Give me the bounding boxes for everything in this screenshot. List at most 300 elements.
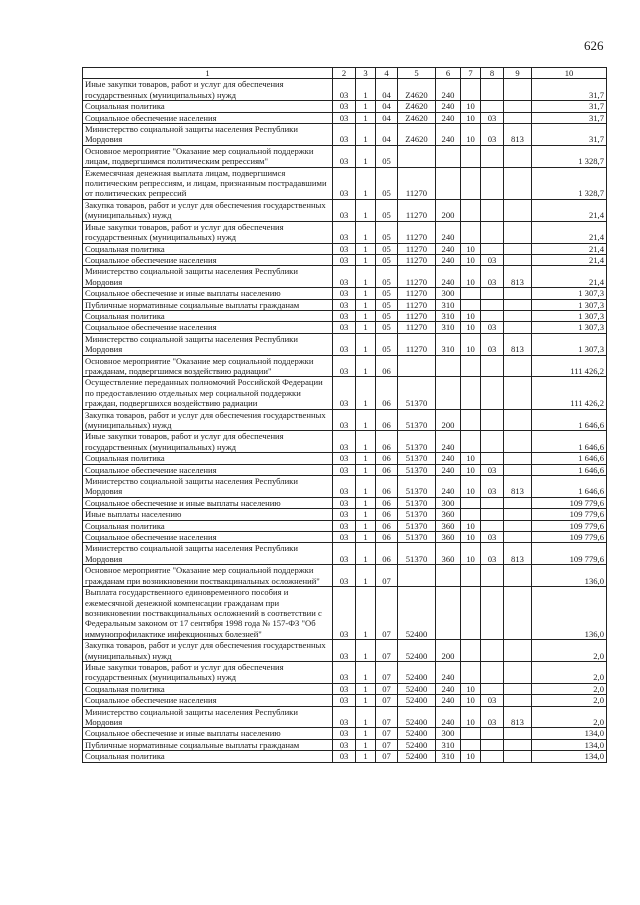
code-1-cell: 03: [333, 520, 356, 531]
amount-cell: 111 426,2: [532, 377, 607, 409]
item-name-cell: Социальное обеспечение и иные выплаты населению: [83, 497, 333, 508]
code-3-cell: 05: [376, 221, 398, 243]
amount-cell: 1 646,6: [532, 431, 607, 453]
code-section-cell: 10: [461, 464, 481, 475]
item-name-cell: Закупка товаров, работ и услуг для обеспечения государственных (муниципальных) нужд: [83, 199, 333, 221]
code-2-cell: 1: [356, 532, 376, 543]
amount-cell: 2,0: [532, 695, 607, 706]
table-row: [83, 695, 607, 706]
code-section-cell: [461, 167, 481, 199]
code-2-cell: 1: [356, 79, 376, 101]
table-row: [83, 266, 607, 288]
code-2-cell: 1: [356, 124, 376, 146]
amount-cell: 31,7: [532, 101, 607, 112]
code-target-cell: Z4620: [398, 79, 436, 101]
code-1-cell: 03: [333, 640, 356, 662]
table-row: [83, 728, 607, 739]
code-expense-type-cell: 310: [436, 322, 461, 333]
amount-cell: 111 426,2: [532, 355, 607, 377]
amount-cell: 134,0: [532, 751, 607, 762]
code-1-cell: 03: [333, 254, 356, 265]
code-subsection-cell: 03: [481, 322, 504, 333]
code-2-cell: 1: [356, 476, 376, 498]
code-subsection-cell: [481, 299, 504, 310]
code-target-cell: 11270: [398, 243, 436, 254]
item-name-cell: Основное мероприятие "Оказание мер социальной поддержки лицам, подвергшимся политическим репрессиям": [83, 145, 333, 167]
item-name-cell: Социальная политика: [83, 683, 333, 694]
item-name-cell: Социальное обеспечение населения: [83, 532, 333, 543]
amount-cell: 136,0: [532, 565, 607, 587]
item-name-cell: Социальное обеспечение населения: [83, 695, 333, 706]
code-2-cell: 1: [356, 112, 376, 123]
code-3-cell: 04: [376, 112, 398, 123]
code-section-cell: [461, 221, 481, 243]
table-row: [83, 431, 607, 453]
code-target-cell: 52400: [398, 587, 436, 640]
code-section-cell: 10: [461, 310, 481, 321]
code-subsection-cell: [481, 145, 504, 167]
code-target-cell: [398, 565, 436, 587]
code-1-cell: 03: [333, 288, 356, 299]
code-subsection-cell: [481, 565, 504, 587]
table-row: [83, 145, 607, 167]
code-expense-type-cell: 240: [436, 112, 461, 123]
code-subsection-cell: [481, 221, 504, 243]
amount-cell: 21,4: [532, 266, 607, 288]
code-expense-type-cell: 240: [436, 661, 461, 683]
code-expense-type-cell: [436, 355, 461, 377]
amount-cell: 109 779,6: [532, 532, 607, 543]
code-section-cell: [461, 299, 481, 310]
code-1-cell: 03: [333, 509, 356, 520]
code-subsection-cell: 03: [481, 112, 504, 123]
item-name-cell: Публичные нормативные социальные выплаты гражданам: [83, 739, 333, 750]
page-number: 626: [584, 38, 604, 53]
item-name-cell: Министерство социальной защиты населения Республики Мордовия: [83, 266, 333, 288]
table-row: [83, 299, 607, 310]
code-2-cell: 1: [356, 167, 376, 199]
code-2-cell: 1: [356, 266, 376, 288]
amount-cell: 21,4: [532, 199, 607, 221]
code-target-cell: Z4620: [398, 124, 436, 146]
code-ministry-cell: [504, 101, 532, 112]
item-name-cell: Публичные нормативные социальные выплаты гражданам: [83, 299, 333, 310]
table-row: [83, 543, 607, 565]
code-1-cell: 03: [333, 112, 356, 123]
item-name-cell: Социальная политика: [83, 101, 333, 112]
code-section-cell: [461, 640, 481, 662]
code-3-cell: 07: [376, 640, 398, 662]
amount-cell: 1 646,6: [532, 409, 607, 431]
code-target-cell: 51370: [398, 431, 436, 453]
item-name-cell: Социальная политика: [83, 310, 333, 321]
amount-cell: 1 307,3: [532, 333, 607, 355]
code-target-cell: 11270: [398, 322, 436, 333]
code-expense-type-cell: 200: [436, 409, 461, 431]
table-row: [83, 683, 607, 694]
code-2-cell: 1: [356, 695, 376, 706]
item-name-cell: Социальное обеспечение населения: [83, 254, 333, 265]
amount-cell: 31,7: [532, 112, 607, 123]
code-3-cell: 06: [376, 476, 398, 498]
table-body: [83, 79, 607, 762]
table-row: [83, 661, 607, 683]
code-ministry-cell: [504, 167, 532, 199]
code-expense-type-cell: [436, 167, 461, 199]
code-1-cell: 03: [333, 355, 356, 377]
code-3-cell: 06: [376, 409, 398, 431]
code-ministry-cell: [504, 355, 532, 377]
code-expense-type-cell: 300: [436, 497, 461, 508]
code-2-cell: 1: [356, 520, 376, 531]
code-3-cell: 07: [376, 695, 398, 706]
code-2-cell: 1: [356, 199, 376, 221]
code-3-cell: 07: [376, 683, 398, 694]
code-1-cell: 03: [333, 322, 356, 333]
code-target-cell: 11270: [398, 167, 436, 199]
code-expense-type-cell: 240: [436, 706, 461, 728]
code-target-cell: 51370: [398, 464, 436, 475]
amount-cell: 136,0: [532, 587, 607, 640]
item-name-cell: Социальная политика: [83, 243, 333, 254]
table-row: [83, 464, 607, 475]
table-row: [83, 640, 607, 662]
code-1-cell: 03: [333, 497, 356, 508]
code-subsection-cell: 03: [481, 706, 504, 728]
code-ministry-cell: [504, 739, 532, 750]
code-section-cell: [461, 79, 481, 101]
code-2-cell: 1: [356, 221, 376, 243]
item-name-cell: Иные закупки товаров, работ и услуг для обеспечения государственных (муниципальных) нужд: [83, 661, 333, 683]
code-2-cell: 1: [356, 333, 376, 355]
code-subsection-cell: [481, 310, 504, 321]
code-1-cell: 03: [333, 199, 356, 221]
table-row: [83, 112, 607, 123]
code-section-cell: 10: [461, 695, 481, 706]
code-subsection-cell: [481, 199, 504, 221]
amount-cell: 109 779,6: [532, 543, 607, 565]
item-name-cell: Иные закупки товаров, работ и услуг для обеспечения государственных (муниципальных) нужд: [83, 221, 333, 243]
code-2-cell: 1: [356, 640, 376, 662]
table-row: [83, 101, 607, 112]
item-name-cell: Иные выплаты населению: [83, 509, 333, 520]
amount-cell: 1 646,6: [532, 453, 607, 464]
table-row: [83, 497, 607, 508]
code-target-cell: Z4620: [398, 112, 436, 123]
code-1-cell: 03: [333, 661, 356, 683]
code-subsection-cell: [481, 587, 504, 640]
code-subsection-cell: [481, 683, 504, 694]
code-ministry-cell: [504, 199, 532, 221]
code-subsection-cell: [481, 751, 504, 762]
code-expense-type-cell: 240: [436, 243, 461, 254]
code-section-cell: [461, 739, 481, 750]
code-3-cell: 06: [376, 520, 398, 531]
code-target-cell: 51370: [398, 377, 436, 409]
code-subsection-cell: [481, 355, 504, 377]
code-3-cell: 06: [376, 543, 398, 565]
amount-cell: 1 328,7: [532, 167, 607, 199]
code-3-cell: 07: [376, 728, 398, 739]
item-name-cell: Осуществление переданных полномочий Российской Федерации по предоставлению отдельных мер социальной поддержки граждан, подвергшихся воздействию радиации: [83, 377, 333, 409]
item-name-cell: Социальное обеспечение населения: [83, 322, 333, 333]
code-3-cell: 05: [376, 333, 398, 355]
code-section-cell: 10: [461, 333, 481, 355]
code-section-cell: [461, 355, 481, 377]
code-1-cell: 03: [333, 728, 356, 739]
code-expense-type-cell: 240: [436, 254, 461, 265]
code-target-cell: 11270: [398, 310, 436, 321]
code-subsection-cell: [481, 739, 504, 750]
code-3-cell: 04: [376, 79, 398, 101]
code-1-cell: 03: [333, 101, 356, 112]
code-1-cell: 03: [333, 453, 356, 464]
table-row: [83, 751, 607, 762]
table-row: [83, 221, 607, 243]
code-subsection-cell: 03: [481, 695, 504, 706]
code-target-cell: 11270: [398, 333, 436, 355]
column-header-4: 4: [376, 68, 398, 79]
code-expense-type-cell: 240: [436, 221, 461, 243]
table-row: [83, 288, 607, 299]
code-target-cell: 52400: [398, 683, 436, 694]
code-section-cell: 10: [461, 683, 481, 694]
code-target-cell: 52400: [398, 640, 436, 662]
code-1-cell: 03: [333, 377, 356, 409]
code-2-cell: 1: [356, 145, 376, 167]
table-row: [83, 79, 607, 101]
code-subsection-cell: 03: [481, 266, 504, 288]
column-header-7: 7: [461, 68, 481, 79]
table-row: [83, 409, 607, 431]
code-2-cell: 1: [356, 587, 376, 640]
code-expense-type-cell: 360: [436, 509, 461, 520]
code-target-cell: 51370: [398, 453, 436, 464]
table-row: [83, 322, 607, 333]
code-3-cell: 06: [376, 532, 398, 543]
code-3-cell: 07: [376, 661, 398, 683]
code-expense-type-cell: 240: [436, 431, 461, 453]
code-ministry-cell: [504, 221, 532, 243]
code-section-cell: [461, 497, 481, 508]
code-subsection-cell: [481, 661, 504, 683]
code-3-cell: 05: [376, 288, 398, 299]
code-expense-type-cell: 240: [436, 476, 461, 498]
table-row: [83, 706, 607, 728]
amount-cell: 2,0: [532, 661, 607, 683]
amount-cell: 109 779,6: [532, 520, 607, 531]
code-3-cell: 05: [376, 266, 398, 288]
table-row: [83, 310, 607, 321]
item-name-cell: Социальное обеспечение и иные выплаты населению: [83, 288, 333, 299]
code-3-cell: 05: [376, 254, 398, 265]
code-3-cell: 05: [376, 299, 398, 310]
code-section-cell: 10: [461, 520, 481, 531]
code-expense-type-cell: 240: [436, 695, 461, 706]
code-3-cell: 06: [376, 453, 398, 464]
code-target-cell: 52400: [398, 661, 436, 683]
code-ministry-cell: [504, 683, 532, 694]
code-section-cell: [461, 587, 481, 640]
code-target-cell: 51370: [398, 409, 436, 431]
code-ministry-cell: 813: [504, 476, 532, 498]
code-3-cell: 05: [376, 310, 398, 321]
code-2-cell: 1: [356, 288, 376, 299]
code-3-cell: 06: [376, 497, 398, 508]
amount-cell: 1 307,3: [532, 299, 607, 310]
table-row: [83, 243, 607, 254]
table-row: [83, 520, 607, 531]
code-3-cell: 06: [376, 509, 398, 520]
code-ministry-cell: [504, 751, 532, 762]
code-ministry-cell: [504, 565, 532, 587]
code-3-cell: 07: [376, 587, 398, 640]
column-header-5: 5: [398, 68, 436, 79]
code-3-cell: 05: [376, 243, 398, 254]
code-ministry-cell: [504, 288, 532, 299]
code-section-cell: 10: [461, 476, 481, 498]
code-target-cell: 11270: [398, 299, 436, 310]
code-ministry-cell: [504, 509, 532, 520]
code-subsection-cell: 03: [481, 124, 504, 146]
code-ministry-cell: [504, 299, 532, 310]
code-1-cell: 03: [333, 167, 356, 199]
code-expense-type-cell: [436, 377, 461, 409]
code-section-cell: [461, 288, 481, 299]
item-name-cell: Министерство социальной защиты населения Республики Мордовия: [83, 543, 333, 565]
code-1-cell: 03: [333, 565, 356, 587]
code-ministry-cell: [504, 587, 532, 640]
code-1-cell: 03: [333, 587, 356, 640]
amount-cell: 1 307,3: [532, 322, 607, 333]
code-target-cell: 11270: [398, 288, 436, 299]
code-expense-type-cell: 240: [436, 266, 461, 288]
amount-cell: 134,0: [532, 739, 607, 750]
code-expense-type-cell: [436, 145, 461, 167]
code-ministry-cell: 813: [504, 706, 532, 728]
code-2-cell: 1: [356, 706, 376, 728]
item-name-cell: Основное мероприятие "Оказание мер социальной поддержки гражданам при возникновении поствакцинальных осложнений": [83, 565, 333, 587]
code-section-cell: [461, 431, 481, 453]
code-2-cell: 1: [356, 453, 376, 464]
code-2-cell: 1: [356, 509, 376, 520]
code-section-cell: [461, 199, 481, 221]
code-2-cell: 1: [356, 355, 376, 377]
table-row: [83, 453, 607, 464]
code-ministry-cell: [504, 640, 532, 662]
amount-cell: 1 646,6: [532, 476, 607, 498]
code-2-cell: 1: [356, 322, 376, 333]
item-name-cell: Закупка товаров, работ и услуг для обеспечения государственных (муниципальных) нужд: [83, 409, 333, 431]
code-ministry-cell: [504, 532, 532, 543]
code-3-cell: 06: [376, 377, 398, 409]
column-header-10: 10: [532, 68, 607, 79]
code-target-cell: Z4620: [398, 101, 436, 112]
code-ministry-cell: [504, 497, 532, 508]
amount-cell: 21,4: [532, 243, 607, 254]
item-name-cell: Социальная политика: [83, 453, 333, 464]
column-header-2: 2: [333, 68, 356, 79]
code-2-cell: 1: [356, 431, 376, 453]
code-section-cell: [461, 728, 481, 739]
code-3-cell: 07: [376, 706, 398, 728]
code-3-cell: 05: [376, 167, 398, 199]
code-expense-type-cell: 300: [436, 728, 461, 739]
code-2-cell: 1: [356, 310, 376, 321]
code-subsection-cell: 03: [481, 476, 504, 498]
code-2-cell: 1: [356, 409, 376, 431]
table-row: [83, 377, 607, 409]
code-subsection-cell: 03: [481, 543, 504, 565]
code-2-cell: 1: [356, 683, 376, 694]
code-target-cell: 51370: [398, 476, 436, 498]
code-subsection-cell: [481, 101, 504, 112]
code-expense-type-cell: 300: [436, 288, 461, 299]
code-section-cell: 10: [461, 124, 481, 146]
code-target-cell: 11270: [398, 266, 436, 288]
code-target-cell: 51370: [398, 520, 436, 531]
code-target-cell: 52400: [398, 706, 436, 728]
code-expense-type-cell: 360: [436, 543, 461, 565]
code-target-cell: 11270: [398, 254, 436, 265]
code-section-cell: 10: [461, 706, 481, 728]
code-section-cell: 10: [461, 243, 481, 254]
code-expense-type-cell: 240: [436, 453, 461, 464]
amount-cell: 1 307,3: [532, 288, 607, 299]
code-subsection-cell: [481, 377, 504, 409]
item-name-cell: Министерство социальной защиты населения Республики Мордовия: [83, 124, 333, 146]
code-section-cell: 10: [461, 266, 481, 288]
code-section-cell: 10: [461, 543, 481, 565]
code-3-cell: 07: [376, 565, 398, 587]
code-target-cell: 11270: [398, 199, 436, 221]
code-subsection-cell: [481, 243, 504, 254]
code-section-cell: [461, 377, 481, 409]
code-ministry-cell: 813: [504, 124, 532, 146]
code-3-cell: 07: [376, 751, 398, 762]
code-ministry-cell: [504, 377, 532, 409]
code-1-cell: 03: [333, 299, 356, 310]
code-ministry-cell: 813: [504, 543, 532, 565]
column-header-8: 8: [481, 68, 504, 79]
code-2-cell: 1: [356, 543, 376, 565]
code-ministry-cell: [504, 243, 532, 254]
code-expense-type-cell: [436, 565, 461, 587]
code-ministry-cell: [504, 695, 532, 706]
code-expense-type-cell: [436, 587, 461, 640]
code-target-cell: 51370: [398, 509, 436, 520]
amount-cell: 1 307,3: [532, 310, 607, 321]
code-3-cell: 05: [376, 145, 398, 167]
code-target-cell: 51370: [398, 543, 436, 565]
code-section-cell: [461, 565, 481, 587]
code-2-cell: 1: [356, 243, 376, 254]
code-1-cell: 03: [333, 476, 356, 498]
code-expense-type-cell: 200: [436, 640, 461, 662]
amount-cell: 134,0: [532, 728, 607, 739]
amount-cell: 2,0: [532, 640, 607, 662]
code-1-cell: 03: [333, 79, 356, 101]
item-name-cell: Основное мероприятие "Оказание мер социальной поддержки гражданам, подвергшимся воздействию радиации": [83, 355, 333, 377]
code-1-cell: 03: [333, 739, 356, 750]
code-target-cell: [398, 355, 436, 377]
code-ministry-cell: [504, 322, 532, 333]
code-1-cell: 03: [333, 532, 356, 543]
item-name-cell: Социальная политика: [83, 751, 333, 762]
table-row: [83, 587, 607, 640]
code-subsection-cell: 03: [481, 254, 504, 265]
table-row: [83, 532, 607, 543]
